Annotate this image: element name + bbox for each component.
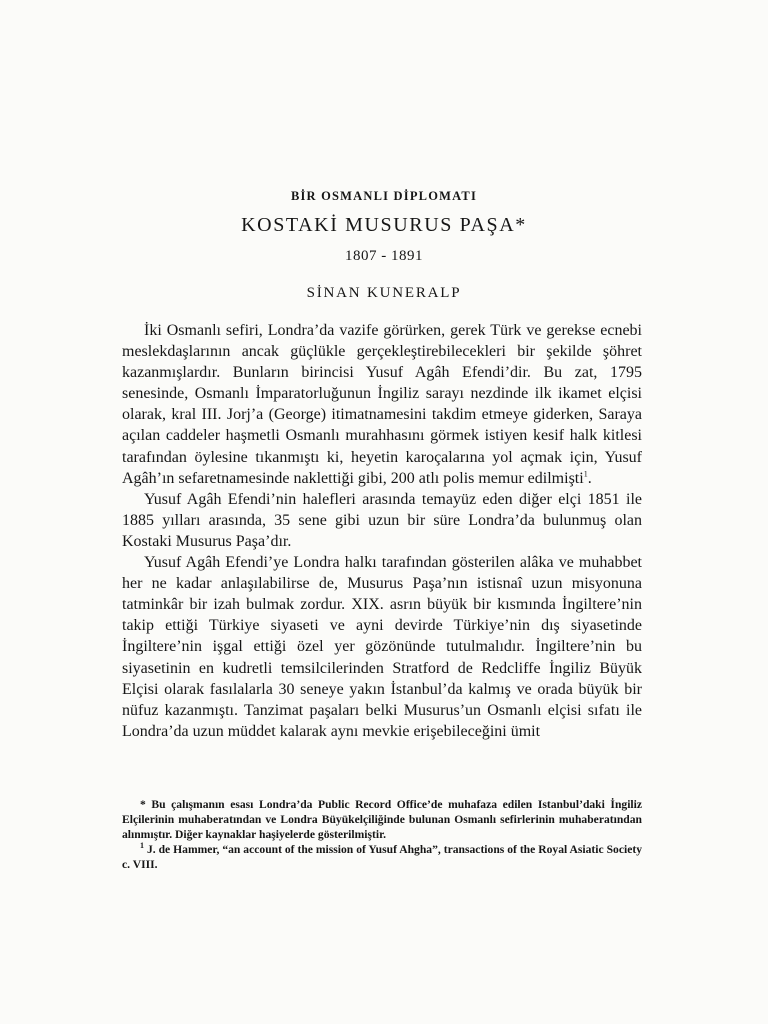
footnotes — [122, 797, 642, 872]
paragraph — [122, 552, 642, 742]
footnote — [122, 842, 642, 872]
article-author: SİNAN KUNERALP — [306, 285, 462, 301]
footnote-mark: 1 — [140, 841, 144, 851]
article-years: 1807 - 1891 — [345, 248, 423, 264]
article-title: KOSTAKİ MUSURUS PAŞA* — [241, 214, 527, 236]
paragraph-text: Yusuf Agâh Efendi’ye Londra halkı tarafından gösterilen alâka ve muhabbet her ne kadar anlaşılabilirse de, Musurus Paşa’nın istisnaî uzun misyonuna tatminkâr bir izah bulmak zordur. XIX. asrın büyük bir kısmında İngiltere’nin takip ettiği Türkiye siyaseti ve ayni devirde Türkiye’nin dış siyasetinde İngiltere’nin işgal ettiği özel yer gözönünde tutulmalıdır. İngiltere’nin bu siyasetinin en kudretli temsilcilerinden Stratford de Redcliffe İngiliz Büyük Elçisi olarak fasılalarla 30 seneye yakın İstanbul’da kalmış ve orada büyük bir nüfuz kazanmıştı. Tanzimat paşaları belki Musurus’un Osmanlı elçisi sıfatı ile Londra’da uzun müddet kalarak aynı mevkie erişebileceğini ümit — [122, 554, 642, 740]
footnote-text: J. de Hammer, “an account of the mission of Yusuf Ahgha”, transactions of the Royal Asiatic Society c. VIII. — [122, 843, 642, 871]
footnote — [122, 797, 642, 842]
footnote-mark: * — [140, 798, 146, 811]
paragraph: İki Osmanlı sefiri, Londra’da vazife görürken, gerek Türk ve gerekse ecnebi meslekdaşlarının ancak güçlükle gerçekleştirebilecekleri bir şekilde şöhret kazanmışlardır. Bunların birincisi Yusuf Agâh Efendi’dir. Bu zat, 1795 senesinde, Osmanlı İmparatorluğunun İngiliz sarayı nezdinde ilk ikamet elçisi olarak, kral III. Jorj’a (George) itimatnamesini takdim etmeye giderken, Saraya açılan caddeler haşmetli Osmanlı murahhasını görmek istiyen kesif halk kitlesi tarafından öylesine tıkanmıştı ki, heyetin karoçalarına yol açmak için, Yusuf Agâh’ın sefaretnamesinde naklettiği gibi, 200 atlı polis memur edilmişti$^1$. — [122, 322, 642, 487]
paragraph — [122, 489, 642, 552]
footnote-text: Bu çalışmanın esası Londra’da Public Record Office’de muhafaza edilen Istanbul’daki İngiliz Elçilerinin muhaberatından ve Londra Büyükelçiliğinde bulunan Osmanlı sefirlerinin muhaberatından alınmıştır. Diğer kaynaklar haşiyelerde gösterilmiştir. — [122, 798, 642, 841]
article-body — [122, 320, 642, 742]
paragraph-text: Yusuf Agâh Efendi’nin halefleri arasında temayüz eden diğer elçi 1851 ile 1885 yılları arasında, 35 sene gibi uzun bir süre Londra’da bulunmuş olan Kostaki Musurus Paşa’dır. — [122, 490, 642, 550]
article-kicker: BİR OSMANLI DİPLOMATI — [290, 189, 478, 203]
footnote-reference: 1 — [583, 469, 588, 479]
paragraph-text: İki Osmanlı sefiri, Londra’da vazife görürken, gerek Türk ve gerekse ecnebi meslekdaşlarının ancak güçlükle gerçekleştirebilecekleri bir şekilde şöhret kazanmışlardır. Bunların birincisi Yusuf Agâh Efendi’dir. Bu zat, 1795 senesinde, Osmanlı İmparatorluğunun İngiliz sarayı nezdinde ilk ikamet elçisi olarak, kral III. Jorj’a (George) itimatnamesini takdim etmeye giderken, Saraya açılan caddeler haşmetli Osmanlı murahhasını görmek istiyen kesif halk kitlesi tarafından öylesine tıkanmıştı ki, heyetin karoçalarına yol açmak için, Yusuf Agâh’ın sefaretnamesinde naklettiği gibi, 200 atlı polis memur edilmişti — [122, 322, 642, 487]
